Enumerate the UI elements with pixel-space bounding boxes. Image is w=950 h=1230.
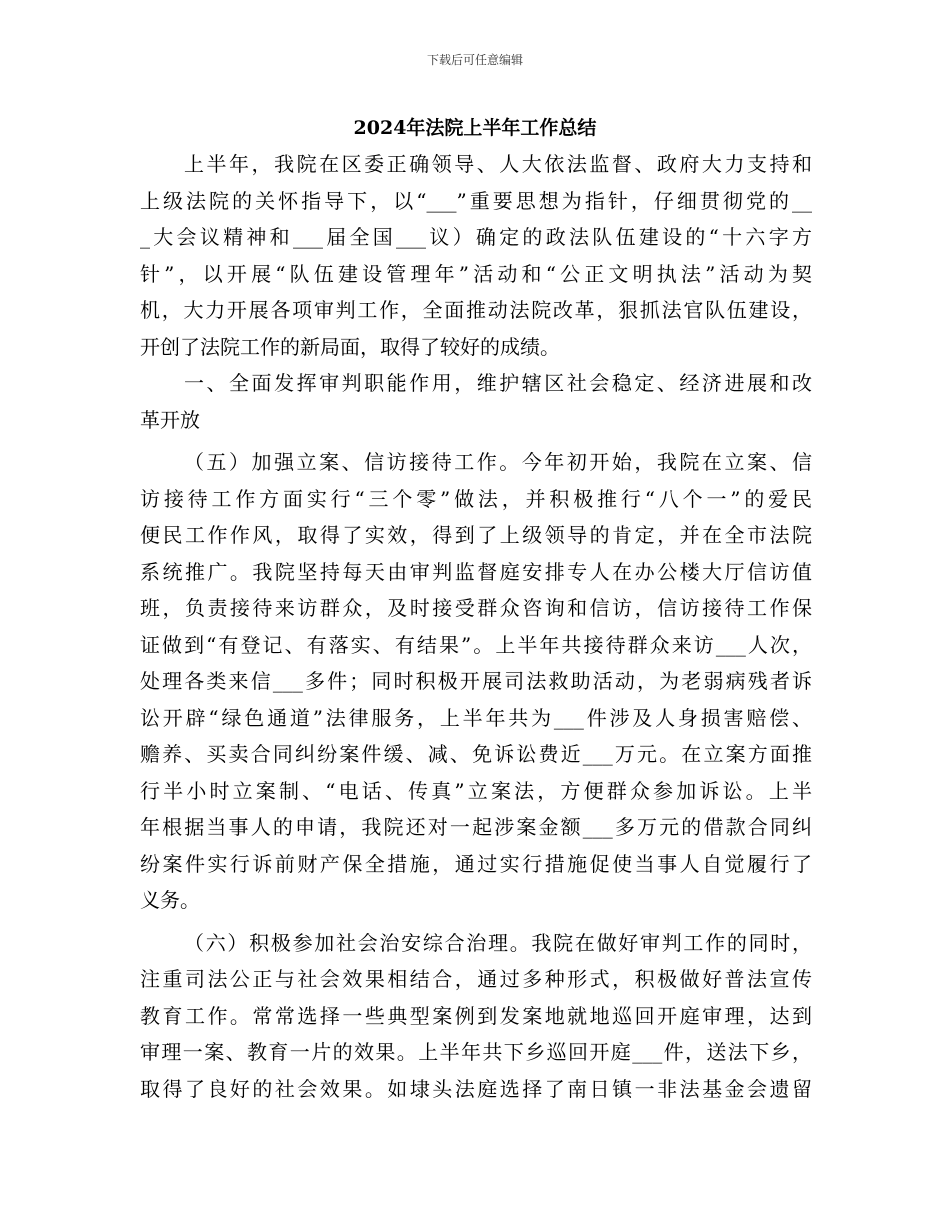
text-line: 注重司法公正与社会效果相结合，通过多种形式，积极做好普法宣传 [140, 967, 812, 991]
text-line: 革开放 [140, 407, 200, 432]
text-line: 义务。 [140, 888, 200, 912]
text-line: 年根据当事人的申请，我院还对一起涉案金额___多万元的借款合同纠 [140, 815, 812, 839]
text-line: 取得了良好的社会效果。如埭头法庭选择了南日镇一非法基金会遗留 [140, 1076, 812, 1101]
text-line: 证做到“有登记、有落实、有结果”。上半年共接待群众来访___人次， [140, 632, 812, 657]
text-line: 访接待工作方面实行“三个零”做法，并积极推行“八个一”的爱民 [140, 486, 812, 511]
page-header-note: 下载后可任意编辑 [426, 53, 523, 67]
text-line: （五）加强立案、信访接待工作。今年初开始，我院在立案、信 [184, 450, 812, 474]
text-line: 讼开辟“绿色通道”法律服务，上半年共为___件涉及人身损害赔偿、 [140, 705, 812, 730]
text-line: 上级法院的关怀指导下，以“___”重要思想为指针，仔细贯彻党的__ [140, 188, 812, 213]
text-line: 开创了法院工作的新局面，取得了较好的成绩。 [140, 334, 560, 359]
text-line: 系统推广。我院坚持每天由审判监督庭安排专人在办公楼大厅信访值 [140, 559, 812, 584]
text-line: 赡养、买卖合同纠纷案件缓、减、免诉讼费近___万元。在立案方面推 [140, 742, 812, 766]
section-heading [140, 365, 812, 438]
paragraph [140, 146, 812, 365]
text-line: 上半年，我院在区委正确领导、人大依法监督、政府大力支持和 [184, 152, 812, 176]
text-line: 处理各类来信___多件；同时积极开展司法救助活动，为老弱病残者诉 [140, 669, 812, 693]
document-body [140, 146, 812, 1107]
paragraph [140, 925, 812, 1108]
paragraph [140, 444, 812, 919]
document-title: 2024年法院上半年工作总结 [353, 117, 597, 139]
text-line: （六）积极参加社会治安综合治理。我院在做好审判工作的同时， [184, 930, 812, 955]
text-line: 行半小时立案制、“电话、传真”立案法，方便群众参加诉讼。上半 [140, 778, 812, 803]
text-line: 便民工作作风，取得了实效，得到了上级领导的肯定，并在全市法院 [140, 523, 812, 547]
text-line: 教育工作。常常选择一些典型案例到发案地就地巡回开庭审理，达到 [140, 1003, 812, 1028]
text-line: _大会议精神和___届全国___议）确定的政法队伍建设的“十六字方 [140, 225, 812, 249]
text-line: 审理一案、教育一片的效果。上半年共下乡巡回开庭___件，送法下乡， [140, 1040, 812, 1064]
text-line: 一、全面发挥审判职能作用，维护辖区社会稳定、经济进展和改 [184, 371, 812, 395]
text-line: 纷案件实行诉前财产保全措施，通过实行措施促使当事人自觉履行了 [140, 851, 812, 876]
text-line: 针”，以开展“队伍建设管理年”活动和“公正文明执法”活动为契 [140, 261, 812, 286]
text-line: 机，大力开展各项审判工作，全面推动法院改革，狠抓法官队伍建设， [140, 298, 812, 322]
text-line: 班，负责接待来访群众，及时接受群众咨询和信访，信访接待工作保 [140, 596, 812, 620]
